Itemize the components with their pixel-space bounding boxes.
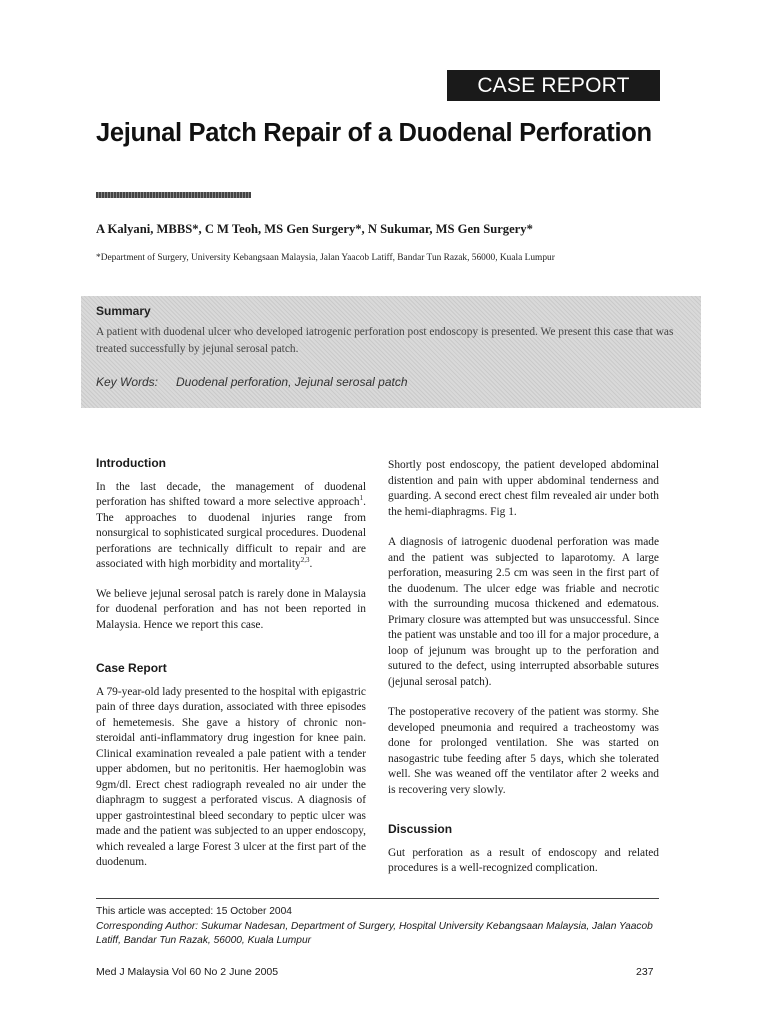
journal-citation: Med J Malaysia Vol 60 No 2 June 2005 bbox=[96, 966, 279, 978]
keywords-values: Duodenal perforation, Jejunal serosal patch bbox=[176, 375, 408, 389]
summary-text: A patient with duodenal ulcer who developed iatrogenic perforation post endoscopy is presented. We present this case that was treated successfully by jejunal serosal patch. bbox=[96, 326, 674, 355]
case-report-paragraph-2: Shortly post endoscopy, the patient developed abdominal distention and pain with upper abdominal tenderness and guarding. A second erect chest film revealed air under both the hemi-diaphragms. Fig 1. bbox=[388, 459, 659, 518]
left-column bbox=[96, 456, 366, 885]
summary-heading: Summary bbox=[96, 304, 151, 318]
keywords-label: Key Words: bbox=[96, 375, 159, 389]
author-affiliation: *Department of Surgery, University Kebangsaan Malaysia, Jalan Yaacob Latiff, Bandar Tun Razak, 56000, Kuala Lumpur bbox=[96, 253, 555, 263]
case-report-paragraph-1: A 79-year-old lady presented to the hospital with epigastric pain of three days duration, associated with three episodes of hemetemesis. She gave a history of chronic non-steroidal anti-inflammatory drug ingestion for knee pain. Clinical examination revealed a pale patient with a tender upper abdomen, but no peritonitis. Her haemoglobin was 9gm/dl. Erect chest radiograph revealed no air under the diaphragm to suggest a perforated viscus. A diagnosis of upper gastrointestinal bleed secondary to peptic ulcer was made and the patient was subjected to an upper endoscopy, which revealed a large Forest 3 ulcer at the first part of the duodenum. bbox=[96, 685, 366, 868]
discussion-paragraph-1: Gut perforation as a result of endoscopy and related procedures is a well-recognized complication. bbox=[388, 846, 659, 874]
article-title: Jejunal Patch Repair of a Duodenal Perforation bbox=[96, 119, 652, 147]
page-number: 237 bbox=[636, 966, 654, 978]
case-report-heading: Case Report bbox=[96, 661, 167, 675]
accepted-date: This article was accepted: 15 October 2004 bbox=[96, 906, 292, 917]
summary-box bbox=[81, 296, 701, 408]
footnote-divider bbox=[96, 898, 659, 899]
introduction-paragraph-2: We believe jejunal serosal patch is rarely done in Malaysia for duodenal perforation and has not been reported in Malaysia. Hence we report this case. bbox=[96, 587, 366, 631]
case-report-paragraph-4: The postoperative recovery of the patient was stormy. She developed pneumonia and required a tracheostomy was done for prolonged ventilation. She was started on nasogastric tube feeding after 5 days, which she tolerated well. She was weaned off the ventilator after 2 weeks and is recovering very slowly. bbox=[388, 706, 659, 796]
footnotes bbox=[96, 905, 666, 949]
keywords bbox=[96, 375, 687, 389]
title-divider bbox=[96, 192, 251, 198]
citation-ref: 1 bbox=[359, 494, 364, 503]
corresponding-author: Corresponding Author: Sukumar Nadesan, Department of Surgery, Hospital University Kebangsaan Malaysia, Jalan Yaacob Latiff, Bandar Tun Razak, 56000, Kuala Lumpur bbox=[96, 920, 653, 946]
section-label: CASE REPORT bbox=[447, 70, 660, 101]
case-report-paragraph-3: A diagnosis of iatrogenic duodenal perforation was made and the patient was subjected to laparotomy. A large perforation, measuring 2.5 cm was seen in the first part of the duodenum. The ulcer edge was friable and necrotic with the surrounding mucosa thickened and edematous. Primary closure was attempted but was unsuccessful. Since the patient was unstable and too ill for a major procedure, a loop of jejunum was brought up to the perforation and sutured to the defect, using interrupted absorbable sutures (jejunal serosal patch). bbox=[388, 536, 659, 688]
introduction-paragraph-1: In the last decade, the management of duodenal perforation has shifted toward a more selective approach$^1$. The approaches to duodenal injuries range from nonsurgical to sophisticated surgical procedures. Duodenal perforations are technically difficult to repair and are associated with high morbidity and mortality$^{2,3}$. bbox=[96, 480, 366, 570]
introduction-heading: Introduction bbox=[96, 456, 166, 470]
right-column bbox=[388, 458, 659, 892]
discussion-heading: Discussion bbox=[388, 822, 453, 836]
author-list: A Kalyani, MBBS*, C M Teoh, MS Gen Surgery*, N Sukumar, MS Gen Surgery* bbox=[96, 222, 533, 236]
citation-ref: 2,3 bbox=[300, 556, 310, 565]
